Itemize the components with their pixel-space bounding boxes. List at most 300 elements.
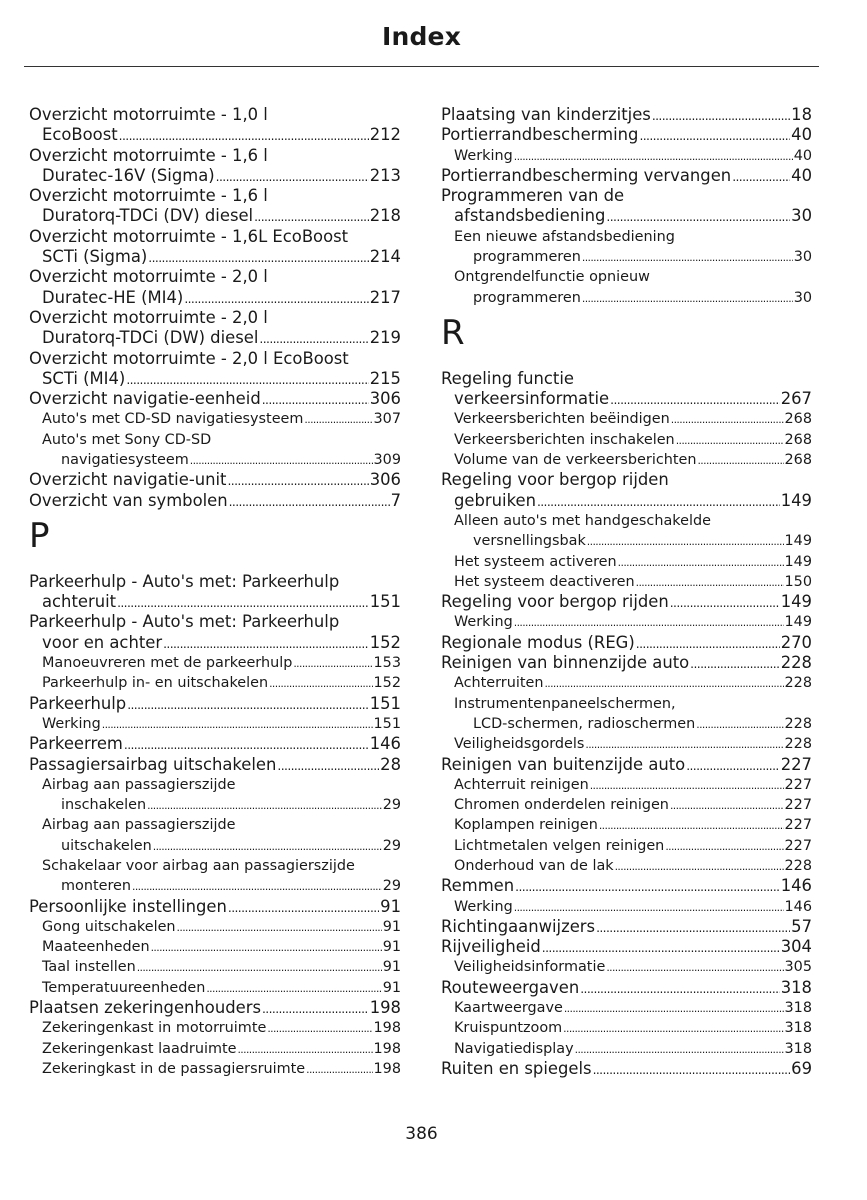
entry-text: Plaatsing van kinderzitjes — [441, 105, 651, 124]
entry-text: Portierrandbescherming vervangen — [441, 165, 732, 185]
entry-text: Achterruit reinigen — [454, 776, 589, 793]
index-entry — [441, 673, 812, 693]
entry-text: Achterruiten — [454, 675, 544, 692]
entry-page-number: 212 — [369, 125, 401, 145]
dot-leader — [126, 370, 368, 389]
index-entry-heading — [29, 146, 401, 166]
index-entry — [29, 957, 401, 977]
dot-leader — [652, 106, 790, 125]
index-entry — [29, 409, 401, 429]
index-entry — [441, 998, 812, 1018]
index-entry — [441, 1039, 812, 1059]
entry-text: Onderhoud van de lak — [454, 857, 614, 874]
index-entry — [441, 653, 812, 673]
dot-leader — [514, 613, 784, 632]
entry-text: Duratorq-TDCi (DV) diesel — [42, 206, 254, 226]
dot-leader — [544, 674, 783, 693]
index-entry — [441, 917, 812, 937]
page-number: 386 — [405, 1124, 438, 1144]
dot-leader — [615, 857, 784, 876]
index-entry — [441, 146, 812, 166]
dot-leader — [636, 573, 784, 592]
entry-page-number: 267 — [780, 389, 812, 409]
entry-text: versnellingsbak — [473, 533, 586, 550]
dot-leader — [147, 796, 382, 815]
dot-leader — [262, 999, 369, 1018]
index-column-left — [29, 105, 401, 1079]
entry-text: voor en achter — [42, 632, 163, 652]
index-entry-heading — [29, 815, 401, 835]
index-entry — [29, 1018, 401, 1038]
index-entry-heading — [29, 308, 401, 328]
index-entry — [441, 105, 812, 125]
entry-text: Werking — [454, 898, 513, 915]
entry-page-number: 306 — [369, 470, 401, 490]
entry-page-number: 91 — [382, 939, 401, 956]
entry-page-number: 227 — [784, 776, 812, 793]
dot-leader — [690, 654, 780, 673]
dot-leader — [216, 167, 369, 186]
index-entry — [29, 206, 401, 226]
dot-leader — [590, 776, 784, 795]
entry-page-number: 30 — [793, 289, 812, 306]
index-entry — [29, 247, 401, 267]
entry-text: Verkeersberichten inschakelen — [454, 431, 675, 448]
entry-page-number: 228 — [784, 736, 812, 753]
entry-page-number: 29 — [382, 837, 401, 854]
entry-text: Kruispuntzoom — [454, 1020, 563, 1037]
entry-page-number: 228 — [784, 857, 812, 874]
index-entry — [29, 450, 401, 470]
index-entry — [29, 836, 401, 856]
entry-text: Werking — [454, 614, 513, 631]
index-entry — [441, 937, 812, 957]
index-entry-heading — [29, 572, 401, 592]
entry-page-number: 306 — [369, 389, 401, 409]
entry-text: uitschakelen — [61, 837, 152, 854]
entry-page-number: 91 — [382, 918, 401, 935]
dot-leader — [132, 877, 382, 896]
entry-text: Gong uitschakelen — [42, 918, 176, 935]
index-entry — [29, 328, 401, 348]
entry-text: Manoeuvreren met de parkeerhulp — [42, 655, 293, 672]
index-entry — [29, 755, 401, 775]
index-entry-heading — [29, 612, 401, 632]
entry-text: Ruiten en spiegels — [441, 1058, 592, 1078]
dot-leader — [228, 471, 369, 490]
entry-page-number: 198 — [373, 1020, 401, 1037]
entry-page-number: 149 — [780, 592, 812, 612]
dot-leader — [582, 248, 793, 267]
entry-page-number: 228 — [780, 653, 812, 673]
entry-text: Regeling functie — [441, 368, 574, 388]
dot-leader — [618, 553, 784, 572]
dot-leader — [639, 126, 790, 145]
dot-leader — [124, 735, 369, 754]
index-entry — [29, 795, 401, 815]
entry-text: navigatiesysteem — [61, 452, 189, 469]
entry-text: Overzicht motorruimte - 2,0 l — [29, 307, 268, 327]
dot-leader — [163, 634, 369, 653]
index-entry — [441, 775, 812, 795]
entry-page-number: 29 — [382, 797, 401, 814]
entry-page-number: 91 — [382, 959, 401, 976]
entry-text: inschakelen — [61, 797, 147, 814]
entry-text: Regeling voor bergop rijden — [441, 470, 669, 490]
index-entry-heading — [29, 105, 401, 125]
entry-page-number: 217 — [369, 287, 401, 307]
entry-page-number: 218 — [369, 206, 401, 226]
index-entry — [441, 450, 812, 470]
entry-text: programmeren — [473, 249, 581, 266]
index-entry — [441, 491, 812, 511]
index-entry — [441, 856, 812, 876]
entry-text: Taal instellen — [42, 959, 136, 976]
index-entry-heading — [29, 430, 401, 450]
spacer — [29, 552, 401, 572]
index-entry-heading — [29, 349, 401, 369]
index-entry — [441, 409, 812, 429]
dot-leader — [102, 715, 373, 734]
entry-text: Ontgrendelfunctie opnieuw — [454, 269, 650, 286]
index-entry-heading — [441, 470, 812, 490]
entry-text: Temperatuureenheden — [42, 979, 206, 996]
index-entry — [441, 755, 812, 775]
dot-leader — [177, 918, 382, 937]
entry-text: Airbag aan passagierszijde — [42, 817, 236, 834]
entry-page-number: 28 — [380, 754, 401, 774]
index-entry — [441, 795, 812, 815]
index-entry — [441, 836, 812, 856]
entry-text: SCTi (MI4) — [42, 368, 126, 388]
index-entry — [441, 572, 812, 592]
entry-text: Parkeerhulp - Auto's met: Parkeerhulp — [29, 571, 340, 591]
index-entry — [29, 491, 401, 511]
entry-page-number: 40 — [793, 147, 812, 164]
entry-page-number: 198 — [373, 1040, 401, 1057]
entry-page-number: 198 — [369, 998, 401, 1018]
entry-text: verkeersinformatie — [454, 389, 610, 409]
entry-page-number: 270 — [780, 632, 812, 652]
index-entry — [441, 714, 812, 734]
entry-text: Overzicht motorruimte - 2,0 l EcoBoost — [29, 348, 349, 368]
entry-page-number: 151 — [369, 693, 401, 713]
entry-text: Overzicht navigatie-eenheid — [29, 389, 261, 409]
entry-text: Airbag aan passagierszijde — [42, 776, 236, 793]
dot-leader — [514, 147, 793, 166]
entry-text: Programmeren van de — [441, 186, 625, 206]
entry-text: Overzicht motorruimte - 1,0 l — [29, 105, 268, 124]
entry-text: Overzicht motorruimte - 1,6 l — [29, 145, 268, 165]
dot-leader — [127, 695, 369, 714]
entry-page-number: 227 — [780, 754, 812, 774]
entry-page-number: 228 — [784, 675, 812, 692]
dot-leader — [596, 918, 790, 937]
entry-page-number: 227 — [784, 837, 812, 854]
index-entry — [29, 998, 401, 1018]
dot-leader — [148, 248, 368, 267]
dot-leader — [593, 1060, 791, 1079]
entry-text: Auto's met CD-SD navigatiesysteem — [42, 411, 304, 428]
index-entry — [29, 470, 401, 490]
entry-text: Lichtmetalen velgen reinigen — [454, 837, 665, 854]
entry-page-number: 219 — [369, 328, 401, 348]
entry-text: monteren — [61, 878, 132, 895]
entry-text: Richtingaanwijzers — [441, 916, 596, 936]
entry-text: Routeweergaven — [441, 977, 580, 997]
dot-leader — [563, 1019, 783, 1038]
index-entry — [29, 653, 401, 673]
entry-page-number: 30 — [791, 206, 812, 226]
index-entry — [441, 1059, 812, 1079]
index-entry — [441, 734, 812, 754]
index-entry — [29, 937, 401, 957]
entry-page-number: 307 — [373, 411, 401, 428]
dot-leader — [514, 898, 784, 917]
dot-leader — [580, 979, 779, 998]
entry-page-number: 151 — [373, 715, 401, 732]
dot-leader — [542, 938, 780, 957]
entry-text: SCTi (Sigma) — [42, 247, 148, 267]
entry-text: Parkeerhulp in- en uitschakelen — [42, 675, 269, 692]
index-entry — [29, 592, 401, 612]
entry-text: Werking — [42, 715, 101, 732]
index-entry-heading — [29, 227, 401, 247]
entry-text: Plaatsen zekeringenhouders — [29, 998, 261, 1018]
index-entry — [441, 1018, 812, 1038]
index-entry — [441, 957, 812, 977]
entry-text: afstandsbediening — [454, 206, 606, 226]
entry-text: Een nieuwe afstandsbediening — [454, 228, 675, 245]
entry-text: Overzicht van symbolen — [29, 490, 228, 510]
dot-leader — [670, 796, 784, 815]
entry-text: Maateenheden — [42, 939, 150, 956]
dot-leader — [269, 674, 372, 693]
dot-leader — [119, 126, 369, 145]
spacer — [441, 349, 812, 369]
entry-text: Werking — [454, 147, 513, 164]
dot-leader — [293, 654, 372, 673]
entry-text: Duratorq-TDCi (DW) diesel — [42, 328, 259, 348]
entry-text: Veiligheidsinformatie — [454, 959, 606, 976]
index-entry — [441, 815, 812, 835]
dot-leader — [153, 837, 382, 856]
index-entry — [441, 206, 812, 226]
index-entry — [441, 166, 812, 186]
entry-text: Duratec-16V (Sigma) — [42, 165, 215, 185]
dot-leader — [254, 207, 369, 226]
entry-text: Duratec-HE (MI4) — [42, 287, 184, 307]
entry-text: Regionale modus (REG) — [441, 632, 635, 652]
entry-text: Parkeerhulp — [29, 693, 127, 713]
entry-text: Remmen — [441, 876, 515, 896]
index-entry-heading — [441, 694, 812, 714]
entry-text: Volume van de verkeersberichten — [454, 452, 697, 469]
dot-leader — [585, 735, 783, 754]
entry-page-number: 69 — [791, 1058, 812, 1078]
entry-text: Regeling voor bergop rijden — [441, 592, 669, 612]
index-entry-heading — [29, 775, 401, 795]
index-entry — [441, 897, 812, 917]
section-letter: R — [441, 312, 465, 353]
dot-leader — [606, 207, 790, 226]
dot-leader — [606, 958, 783, 977]
entry-text: EcoBoost — [42, 125, 118, 145]
index-entry-heading — [29, 856, 401, 876]
index-entry — [441, 389, 812, 409]
index-entry — [29, 897, 401, 917]
dot-leader — [686, 756, 780, 775]
entry-text: Zekeringenkast in motorruimte — [42, 1020, 267, 1037]
index-entry — [29, 166, 401, 186]
entry-page-number: 309 — [373, 452, 401, 469]
index-entry — [441, 978, 812, 998]
entry-page-number: 304 — [780, 937, 812, 957]
dot-leader — [262, 390, 369, 409]
entry-text: Het systeem deactiveren — [454, 573, 635, 590]
dot-leader — [564, 999, 784, 1018]
dot-leader — [732, 167, 790, 186]
entry-page-number: 91 — [380, 896, 401, 916]
entry-text: Reinigen van binnenzijde auto — [441, 653, 690, 673]
entry-text: LCD-schermen, radioschermen — [473, 715, 696, 732]
entry-page-number: 318 — [784, 1020, 812, 1037]
entry-page-number: 7 — [390, 490, 401, 510]
index-entry — [29, 694, 401, 714]
index-entry — [441, 552, 812, 572]
index-entry — [29, 714, 401, 734]
dot-leader — [587, 532, 784, 551]
header-rule — [24, 66, 819, 67]
index-entry — [29, 876, 401, 896]
dot-leader — [636, 634, 780, 653]
entry-page-number: 318 — [784, 1000, 812, 1017]
entry-text: Auto's met Sony CD-SD — [42, 431, 212, 448]
dot-leader — [306, 1060, 372, 1079]
entry-page-number: 318 — [780, 977, 812, 997]
entry-text: Reinigen van buitenzijde auto — [441, 754, 686, 774]
dot-leader — [599, 816, 784, 835]
dot-leader — [671, 410, 784, 429]
entry-page-number: 149 — [784, 533, 812, 550]
entry-text: Koplampen reinigen — [454, 817, 598, 834]
entry-text: Rijveiligheid — [441, 937, 541, 957]
entry-page-number: 40 — [791, 125, 812, 145]
entry-text: achteruit — [42, 592, 117, 612]
entry-text: gebruiken — [454, 490, 536, 510]
index-entry — [29, 288, 401, 308]
entry-text: Het systeem activeren — [454, 553, 617, 570]
entry-page-number: 305 — [784, 959, 812, 976]
entry-text: Overzicht motorruimte - 1,6 l — [29, 186, 268, 206]
entry-page-number: 149 — [784, 614, 812, 631]
entry-page-number: 228 — [784, 715, 812, 732]
dot-leader — [582, 289, 793, 308]
dot-leader — [117, 593, 369, 612]
index-entry — [441, 876, 812, 896]
entry-page-number: 214 — [369, 247, 401, 267]
index-entry — [29, 389, 401, 409]
entry-page-number: 149 — [784, 553, 812, 570]
entry-page-number: 30 — [793, 249, 812, 266]
entry-text: Navigatiedisplay — [454, 1040, 574, 1057]
dot-leader — [515, 877, 780, 896]
dot-leader — [259, 329, 368, 348]
index-entry-heading — [29, 267, 401, 287]
entry-text: Overzicht motorruimte - 1,6L EcoBoost — [29, 226, 349, 246]
dot-leader — [229, 492, 390, 511]
index-column-right — [441, 105, 812, 1079]
index-entry-heading — [441, 369, 812, 389]
entry-text: Parkeerrem — [29, 734, 123, 754]
dot-leader — [228, 898, 379, 917]
entry-page-number: 149 — [780, 490, 812, 510]
entry-text: Zekeringenkast laadruimte — [42, 1040, 237, 1057]
entry-page-number: 57 — [791, 916, 812, 936]
entry-text: Schakelaar voor airbag aan passagierszijde — [42, 857, 355, 874]
dot-leader — [537, 492, 780, 511]
dot-leader — [237, 1040, 372, 1059]
entry-page-number: 198 — [373, 1060, 401, 1077]
entry-page-number: 150 — [784, 573, 812, 590]
index-entry-heading — [441, 511, 812, 531]
entry-page-number: 152 — [369, 632, 401, 652]
entry-page-number: 227 — [784, 817, 812, 834]
dot-leader — [206, 979, 381, 998]
index-entry — [29, 673, 401, 693]
entry-page-number: 152 — [373, 675, 401, 692]
dot-leader — [610, 390, 780, 409]
index-entry — [29, 369, 401, 389]
dot-leader — [697, 451, 783, 470]
entry-text: Veiligheidsgordels — [454, 736, 585, 753]
entry-page-number: 215 — [369, 368, 401, 388]
dot-leader — [676, 431, 784, 450]
dot-leader — [184, 289, 368, 308]
entry-page-number: 29 — [382, 878, 401, 895]
index-entry — [441, 633, 812, 653]
index-entry — [29, 125, 401, 145]
index-entry — [441, 125, 812, 145]
entry-page-number: 318 — [784, 1040, 812, 1057]
entry-page-number: 91 — [382, 979, 401, 996]
entry-page-number: 146 — [780, 876, 812, 896]
entry-page-number: 153 — [373, 655, 401, 672]
entry-text: Kaartweergave — [454, 1000, 563, 1017]
entry-text: Instrumentenpaneelschermen, — [454, 695, 676, 712]
entry-page-number: 268 — [784, 411, 812, 428]
dot-leader — [696, 715, 783, 734]
index-entry — [29, 734, 401, 754]
entry-text: Chromen onderdelen reinigen — [454, 797, 669, 814]
dot-leader — [277, 756, 379, 775]
index-entry-heading — [29, 186, 401, 206]
entry-text: Verkeersberichten beëindigen — [454, 411, 670, 428]
entry-text: Overzicht motorruimte - 2,0 l — [29, 267, 268, 287]
entry-text: programmeren — [473, 289, 581, 306]
entry-page-number: 146 — [784, 898, 812, 915]
page-title: Index — [381, 22, 462, 51]
dot-leader — [304, 410, 372, 429]
index-entry — [441, 612, 812, 632]
index-entry — [441, 288, 812, 308]
entry-text: Persoonlijke instellingen — [29, 896, 227, 916]
dot-leader — [151, 938, 382, 957]
entry-page-number: 213 — [369, 165, 401, 185]
dot-leader — [137, 958, 382, 977]
entry-page-number: 268 — [784, 452, 812, 469]
entry-page-number: 146 — [369, 734, 401, 754]
